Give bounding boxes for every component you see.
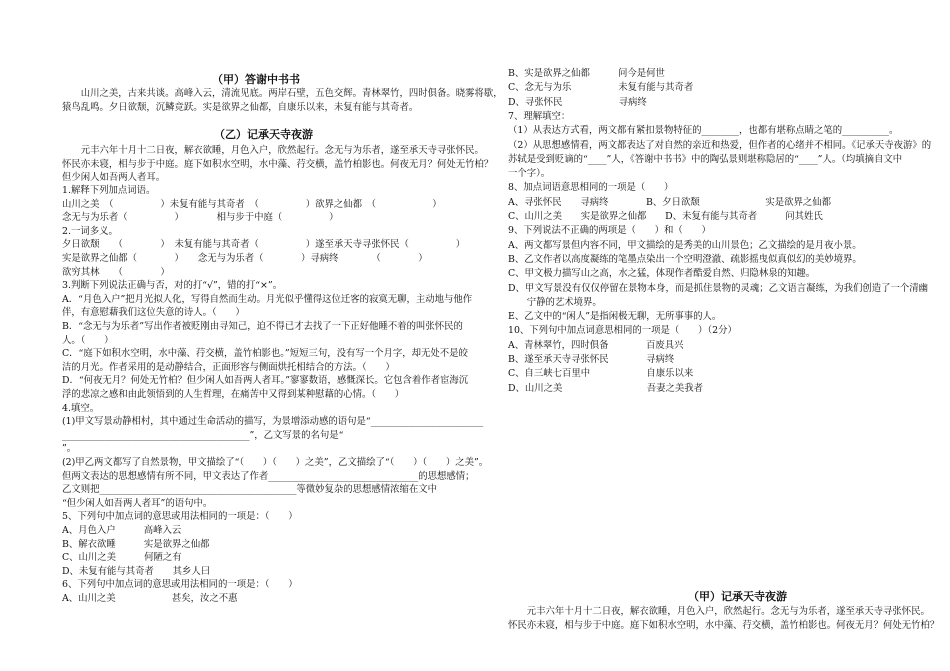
question-line: 一个字）。 [508, 168, 551, 180]
question-line: 欲穷其林 （ ） [62, 266, 170, 278]
question-line: C、甲文极力描写山之高，水之猛，体现作者酷爱自然、归隐林泉的知趣。 [508, 268, 816, 280]
question-line: D、寻张怀民 寻病终 [508, 96, 647, 108]
question-line: 念无与为乐者（ ） 相与步于中庭（ ） [62, 212, 339, 224]
question-line: ”。 [62, 443, 77, 455]
passage-line: 元丰六年十月十二日夜，解衣欲睡，月色入户，欣然起行。念无与为乐者，遂至承天寺寻张怀民。 [508, 606, 930, 617]
question-line: 实是欲界之仙都（ ） 念无与为乐者（ ）寻病终 （ ） [62, 253, 428, 264]
question-line: （2）从思想感情看，两文都表达了对自然的亲近和热爱，但作者的心绪并不相同。《记承天寺夜游》的 [508, 139, 932, 151]
question-line: C、山川之美 何陋之有 [62, 552, 182, 564]
title-yi-chengtiansi: （乙）记承天寺夜游 [214, 128, 313, 141]
question-line: 8、加点词语意思相同的一项是（ ） [508, 182, 674, 194]
question-line: 洁的月光。作者采用的是动静结合，正面形容与侧面烘托相结合的方法。（ ） [62, 361, 395, 373]
question-line: “但少闲人如吾两人者耳”的语句中。 [62, 497, 213, 509]
question-line: 但两文表达的思想感情有所不同，甲文表达了作者________________________________的思想感情； [62, 470, 475, 482]
title-jia-dazhaishu: （甲）答谢中书书 [212, 73, 300, 86]
question-line: 乙文则把__________________________________________等微妙复杂的思想感情浓缩在文中 [62, 484, 438, 496]
question-line: B、遂至承天寺寻张怀民 寻病终 [508, 354, 675, 365]
question-line: 人。（ ） [62, 334, 114, 346]
question-line: C．“庭下如积水空明，水中藻、荇交横，盖竹柏影也。”短短三句，没有写一个月字，却无处不是皎 [62, 348, 468, 360]
question-line: 3.判断下列说法正确与否，对的打“√”，错的打“×”。 [62, 280, 283, 292]
question-line: 9、下列说法不正确的两项是（ ）和（ ） [508, 225, 711, 237]
question-line: 4.填空。 [62, 402, 100, 414]
passage-line: 元丰六年十月十二日夜，解衣欲睡，月色入户，欣然起行。念无与为乐者，遂至承天寺寻张怀民。 [62, 145, 484, 156]
question-line: B、解衣欲睡 实是欲界之仙都 [62, 538, 210, 550]
question-line: ________________________________________”，乙文写景的名句是“ [62, 429, 344, 441]
question-line: B．“念无与为乐者”写出作者被贬刚由寻知己，迫不得已才去找了一下正好他睡不着的叫张怀民的 [62, 321, 463, 332]
question-line: 2.一词多义。 [62, 225, 118, 237]
question-line: 苏轼是受到贬谪的“____”人，《答谢中书书》中的陶弘景则堪称隐居的“____”人。（均填摘自文中 [508, 153, 903, 165]
question-line: A、月色入户 高峰入云 [62, 525, 182, 536]
question-line: （1）从表达方式看，两文都有紧扣景物特征的________，也都有堪称点睛之笔的__________。 [508, 125, 899, 137]
question-line: 10、下列句中加点词意思相同的一项是（ ）（2分） [508, 325, 737, 337]
question-line: 6、下列句中加点词的意思或用法相同的一项是：（ ） [62, 579, 298, 591]
question-line: B、实是欲界之仙都 问今是何世 [508, 68, 665, 79]
question-line: D．“何夜无月？何处无竹柏？但少闲人如吾两人者耳。”寥寥数语，感慨深长。它包含着作者宦海沉 [62, 375, 469, 387]
title-jia-chengtiansi: （甲）记承天寺夜游 [688, 590, 787, 603]
question-line: 伴，有意慰藉我们这位失意的诗人。（ ） [62, 307, 245, 319]
question-line: A．“月色入户”把月光拟人化，写得自然而生动。月光似乎懂得这位迁客的寂寞无聊，主动地与他作 [62, 293, 473, 305]
question-line: A、两文都写景但内容不同，甲文描绘的是秀美的山川景色；乙文描绘的是月夜小景。 [508, 239, 862, 251]
question-line: D、甲文写景没有仅仅停留在景物本身，而是抓住景物的灵魂；乙文语言凝练，为我们创造了一个清幽 [508, 282, 929, 294]
question-line: (1)甲文写景动静相村，其中通过生命活动的描写，为景增添动感的语句是“________________________ [62, 416, 484, 428]
question-line: E、乙文中的“闲人”是指闲极无聊，无所事事的人。 [508, 311, 722, 323]
question-line: C、自三峡七百里中 自康乐以来 [508, 368, 694, 380]
question-line: A、寻张怀民 寻病终 B、夕日欲颓 实是欲界之仙都 [508, 196, 832, 208]
question-line: C、山川之美 实是欲界之仙都 D、未复有能与其奇者 问其姓氏 [508, 211, 823, 222]
question-line: (2)甲乙两文都写了自然景物，甲文描绘了“（ ）（ ）之美”，乙文描绘了“（ ）（ ）之美”。 [62, 457, 489, 468]
question-line: C、念无与为乐 未复有能与其奇者 [508, 82, 694, 94]
question-line: 宁静的艺术境界。 [508, 296, 602, 308]
question-line: D、未复有能与其奇者 其乡人曰 [62, 565, 211, 577]
question-line: A、山川之美 甚矣，汝之不惠 [62, 593, 238, 604]
question-line: 1.解释下列加点词语。 [62, 185, 156, 196]
passage-line: 山川之美，古来共谈。高峰入云，清流见底。两岸石壁，五色交辉。青林翠竹，四时俱备。晓雾将歇， [62, 88, 503, 99]
question-line: 山川之美 （ ）未复有能与其奇者 （ ）欲界之仙都 （ ） [62, 198, 442, 210]
question-line: A、青林翠竹，四时俱备 百废具兴 [508, 339, 684, 351]
passage-line: 但少闲人如吾两人者耳。 [62, 172, 166, 183]
question-line: D、山川之美 吾妻之美我者 [508, 382, 704, 394]
passage-line: 猿鸟乱鸣。夕日欲颓，沉鳞竞跃。实是欲界之仙都，自康乐以来，未复有能与其奇者。 [62, 101, 419, 113]
passage-line: 怀民亦未寝，相与步于中庭。庭下如积水空明，水中藻、荇交横，盖竹柏影也。何夜无月？何处无竹柏？ [62, 158, 494, 170]
question-line: 浮的悲凉之感和由此领悟到的人生哲理，在痛苦中又得到某种慰藉的心情。（ ） [62, 389, 405, 400]
question-line: 7、理解填空： [508, 110, 571, 122]
passage-line: 怀民亦未寝，相与步于中庭。庭下如积水空明，水中藻、荇交横，盖竹柏影也。何夜无月？何处无竹柏？ [508, 619, 940, 631]
question-line: B、乙文作者以高度凝练的笔墨点染出一个空明澄澈、疏影摇曳似真似幻的美妙境界。 [508, 253, 862, 265]
question-line: 5、下列句中加点词的意思或用法相同的一项是：（ ） [62, 511, 298, 523]
question-line: 夕日欲颓 （ ） 未复有能与其奇者（ ）遂至承天寺寻张怀民（ ） [62, 239, 466, 251]
